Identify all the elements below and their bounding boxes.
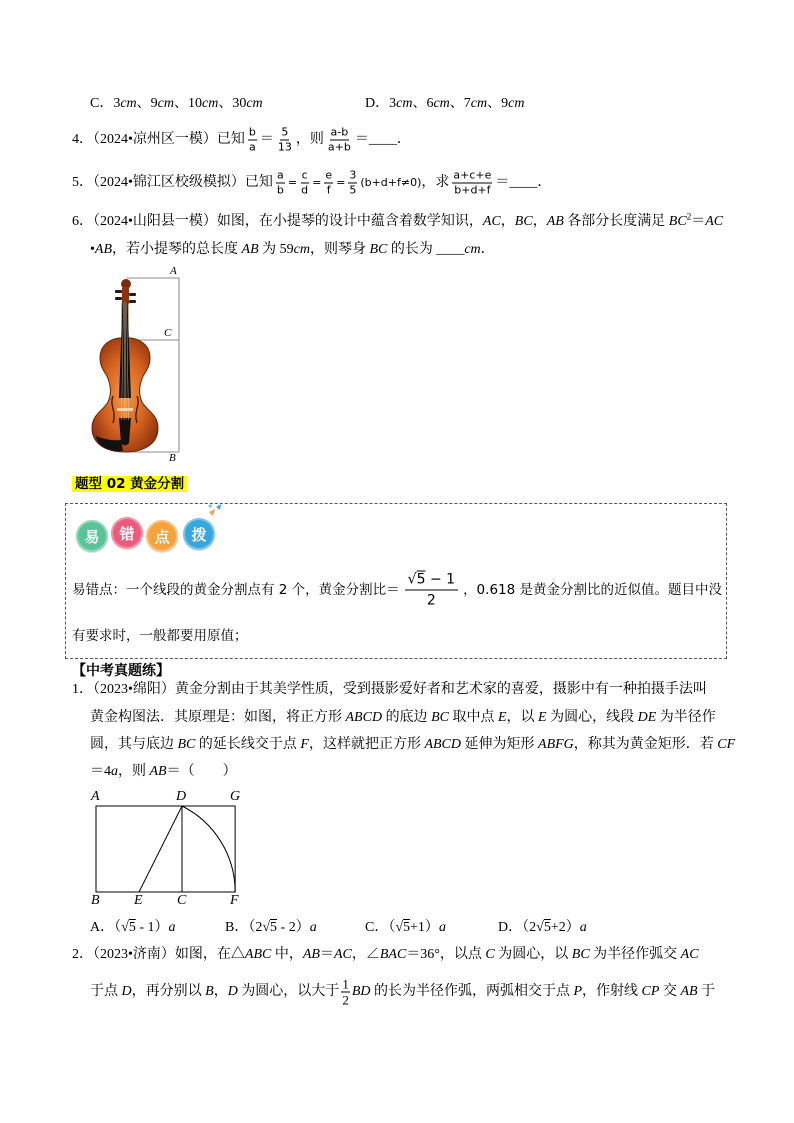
figure-label-b: B [91, 893, 100, 908]
fingerboard [119, 302, 131, 398]
violin-peg [129, 293, 136, 296]
text-run: 、30 [218, 96, 247, 111]
text-run: - 1） [135, 920, 169, 935]
math-variable: cm [157, 96, 174, 111]
question-3-option-c [90, 94, 263, 114]
math-variable: C [485, 947, 495, 962]
text-run: √ [262, 920, 271, 935]
violin-illustration [85, 262, 195, 467]
text-run: = [287, 176, 298, 190]
tip-badge-1: 易 [76, 520, 108, 552]
fraction-denominator: d [301, 183, 309, 197]
text-run: 取中点 [448, 710, 498, 725]
figure-label-f: F [230, 893, 239, 908]
math-variable: AB [546, 214, 564, 229]
math-variable: AC [482, 214, 501, 229]
question-1-stem-line-2 [90, 708, 716, 728]
math-variable: cm [433, 96, 450, 111]
answer-blank: ____ [509, 175, 538, 191]
fraction-denominator: a [249, 140, 256, 154]
math-variable: ABFG [538, 737, 574, 752]
question-1-stem-line-4 [90, 762, 237, 782]
text-run: 的长为半径作弧，两弧相交于点 [370, 984, 574, 1000]
text-run: 交 [659, 984, 681, 1000]
text-run: - 2） [277, 920, 310, 935]
superscript-exponent: 2 [686, 211, 692, 222]
math-variable: D [227, 984, 238, 1000]
text-run: ，这样就把正方形 [308, 737, 425, 752]
text-run: ，则 [118, 764, 150, 779]
fraction-numerator: e [325, 168, 333, 182]
violin-label-a: A [170, 265, 177, 277]
fraction-numerator: b [248, 125, 256, 139]
text-run: ， [213, 984, 228, 1000]
text-run: B．（2 [225, 920, 263, 935]
violin-peg [115, 290, 122, 293]
text-run: √ [395, 920, 404, 935]
text-run: 有要求时，一般都要用原值； [72, 628, 248, 644]
radicand: 5 [416, 571, 426, 588]
figure-label-g: G [230, 789, 241, 804]
text-run: +1） [410, 920, 439, 935]
text-run: 为半径作弧交 [589, 947, 681, 962]
violin-label-b: B [169, 452, 176, 464]
math-variable: F [300, 737, 309, 752]
tip-badge-4: 拨 [183, 518, 215, 550]
question-1-stem-line-3 [90, 735, 735, 755]
text-run: ，以 [506, 710, 539, 725]
fraction [300, 170, 309, 197]
math-variable: AC [333, 947, 352, 962]
fraction-denominator: 13 [277, 140, 292, 154]
fraction-denominator: 2 [426, 592, 436, 609]
text-run: 、10 [174, 96, 202, 111]
text-run: 的长为 [387, 242, 437, 257]
question-1-option-a [90, 918, 175, 938]
math-variable: a [438, 920, 446, 935]
rectangle-abfg [96, 806, 235, 892]
figure-label-d: D [176, 789, 187, 804]
math-variable: cm [246, 96, 263, 111]
fraction-denominator: a+b [327, 140, 351, 154]
text-run: − 1 [425, 571, 456, 588]
text-run: ＝ [354, 132, 369, 148]
sparkle-icon-orange [209, 509, 215, 516]
segment-de [139, 806, 182, 892]
text-run: 、9 [487, 96, 509, 111]
text-run: ， [532, 214, 547, 229]
math-variable: BC [369, 242, 388, 257]
math-variable: AB [680, 984, 698, 1000]
text-run: 延伸为矩形 [461, 737, 539, 752]
text-run: C．（ [365, 920, 396, 935]
text-run: 为 59 [258, 242, 294, 257]
radicand: 5 [403, 920, 411, 935]
practice-heading: 【中考真题练】 [72, 664, 170, 679]
math-variable: DE [637, 710, 657, 725]
math-variable: ABCD [345, 710, 383, 725]
math-variable: AB [241, 242, 259, 257]
text-run: 、6 [412, 96, 434, 111]
violin-bridge [117, 408, 133, 411]
question-1-stem-line-1 [72, 680, 707, 700]
text-run: √ [121, 920, 129, 935]
fraction-numerator [405, 571, 458, 591]
fraction [452, 170, 492, 197]
math-variable: BC [668, 214, 687, 229]
math-variable: P [573, 984, 583, 1000]
text-run: ，若小提琴的总长度 [112, 242, 242, 257]
text-run: 、9 [136, 96, 158, 111]
text-run: • [90, 242, 95, 257]
text-run: ． [396, 132, 411, 148]
text-run: ． [537, 175, 552, 191]
question-6-stem-line-2 [90, 240, 495, 260]
question-1-option-b [225, 918, 317, 938]
text-run: ． [480, 242, 495, 257]
sparkle-icon [205, 503, 223, 519]
text-run: √ [407, 571, 417, 588]
text-run: 6．（2024•山阳县一模）如图，在小提琴的设计中蕴含着数学知识， [72, 214, 483, 229]
text-run: 为圆心，以大于 [237, 984, 340, 1000]
math-variable: BAC [379, 947, 407, 962]
text-run: 1．（2023•绵阳）黄金分割由于其美学性质，受到摄影爱好者和艺术家的喜爱，摄影中有一种拍摄手法叫 [72, 682, 707, 697]
golden-rectangle-figure [90, 800, 242, 896]
text-run: 、7 [449, 96, 471, 111]
question-1-option-d [498, 918, 587, 938]
fraction-numerator: c [301, 168, 308, 182]
text-run: 的底边 [382, 710, 432, 725]
text-run: 的延长线交于点 [195, 737, 301, 752]
radicand: 5 [270, 920, 278, 935]
math-variable: AC [705, 214, 724, 229]
text-run: ，0.618 是黄金分割比的近似值。题目中没 [463, 582, 723, 598]
tip-text-line-2 [72, 626, 248, 646]
text-run: ， [500, 214, 515, 229]
math-variable: BC [177, 737, 196, 752]
section-heading-container [72, 475, 187, 495]
fraction-numerator: a-b [330, 125, 349, 139]
answer-blank: ____ [368, 132, 397, 148]
math-variable: CP [641, 984, 660, 1000]
text-run: 各部分长度满足 [563, 214, 669, 229]
tip-badge-2: 错 [111, 517, 143, 549]
text-run: D．3 [365, 96, 397, 111]
question-2-stem-line-2 [90, 978, 715, 1007]
text-run: 于 [697, 984, 716, 1000]
section-heading: 题型 02 黄金分割 [72, 476, 187, 492]
answer-blank: ____ [436, 242, 465, 257]
text-run: √ [536, 920, 544, 935]
math-variable: BC [431, 710, 449, 725]
fraction-denominator: 5 [349, 183, 357, 197]
figure-label-c: C [177, 893, 187, 908]
math-variable: E [497, 710, 507, 725]
math-variable: cm [508, 96, 525, 111]
violin-label-c: C [164, 327, 172, 339]
fraction-numerator: 5 [281, 125, 289, 139]
text-run: ，称其为黄金矩形．若 [573, 737, 718, 752]
question-1-option-c [365, 918, 446, 938]
math-variable: AC [680, 947, 699, 962]
figure-label-a: A [91, 789, 100, 804]
text-run: 中， [271, 947, 303, 962]
text-run: 易错点：一个线段的黄金分割点有 2 个，黄金分割比＝ [72, 582, 400, 598]
text-run: +2） [550, 920, 580, 935]
math-variable: cm [293, 242, 310, 257]
text-run: (b+d+f≠0) [360, 176, 422, 190]
sparkle-icon-green [208, 504, 212, 508]
fraction-denominator: b+d+f [454, 183, 491, 197]
figure-label-e: E [134, 893, 143, 908]
math-variable: D [121, 984, 132, 1000]
math-variable: E [538, 710, 547, 725]
fraction-numerator: 3 [349, 168, 357, 182]
fraction [405, 571, 458, 610]
math-variable: AB [149, 764, 167, 779]
text-run: 为圆心，线段 [546, 710, 638, 725]
math-variable: cm [464, 242, 481, 257]
fraction [276, 170, 285, 197]
math-variable: BC [571, 947, 590, 962]
math-variable: B [205, 984, 214, 1000]
fraction-numerator: a [277, 168, 284, 182]
text-run: ，则 [295, 132, 324, 148]
text-run: 为圆心，以 [494, 947, 572, 962]
text-run: 黄金构图法．其原理是：如图，将正方形 [90, 710, 346, 725]
text-run: 2．（2023•济南）如图，在△ [72, 947, 245, 962]
fraction [348, 170, 357, 197]
text-run: ，作射线 [582, 984, 642, 1000]
fraction-denominator: 2 [342, 992, 349, 1008]
math-variable: AB [302, 947, 320, 962]
text-run: ，则琴身 [309, 242, 370, 257]
text-run: ，再分别以 [131, 984, 206, 1000]
question-6-stem-line-1 [72, 212, 723, 232]
question-2-stem-line-1 [72, 945, 699, 965]
radicand: 5 [543, 920, 551, 935]
math-variable: ABC [244, 947, 272, 962]
text-run: D．（2 [498, 920, 537, 935]
text-run: 于点 [90, 984, 122, 1000]
text-run: ＝ [259, 132, 274, 148]
text-run: = [312, 176, 322, 190]
fraction-numerator: a+c+e [453, 168, 492, 182]
fraction [324, 170, 333, 197]
violin-peg [115, 297, 122, 300]
text-run: ，求 [421, 175, 450, 191]
math-variable: AB [94, 242, 113, 257]
text-run: = [336, 176, 346, 190]
math-variable: BD [351, 984, 371, 1000]
fraction [327, 127, 352, 154]
text-run: 为半径作 [656, 710, 716, 725]
arc-df [182, 806, 235, 892]
math-variable: a [168, 920, 176, 935]
text-run: C．3 [90, 96, 121, 111]
violin-peg [129, 300, 136, 303]
tip-badge-3: 点 [146, 520, 178, 552]
text-run: 4．（2024•凉州区一模）已知 [72, 132, 245, 148]
text-run: ＝ [691, 214, 706, 229]
text-run: ＝ [319, 947, 334, 962]
fraction [341, 978, 350, 1007]
tip-text-line-1 [72, 571, 722, 610]
math-variable: cm [120, 96, 137, 111]
fraction-denominator: b [276, 183, 284, 197]
question-4-stem [72, 127, 411, 154]
text-run: 圆，其与底边 [90, 737, 178, 752]
math-variable: cm [202, 96, 219, 111]
fraction [277, 127, 293, 154]
sparkle-icon-teal [216, 504, 221, 510]
math-variable: a [111, 764, 118, 779]
math-variable: ABCD [424, 737, 462, 752]
text-run: ＝ [495, 175, 510, 191]
math-variable: cm [470, 96, 488, 111]
text-run: A．（ [90, 920, 122, 935]
fraction-denominator: f [326, 183, 331, 197]
radicand: 5 [128, 920, 136, 935]
text-run: 5．（2024•锦江区校级模拟）已知 [72, 175, 273, 191]
question-5-stem [72, 170, 551, 197]
math-variable: BC [514, 214, 533, 229]
fraction-numerator: 1 [342, 976, 349, 992]
text-run: ＝36°，以点 [406, 947, 486, 962]
fraction [248, 127, 257, 154]
text-run: ＝（ ） [166, 764, 237, 779]
math-variable: CF [717, 737, 736, 752]
text-run: ，∠ [351, 947, 380, 962]
text-run: ＝4 [90, 764, 111, 779]
math-variable: a [579, 920, 587, 935]
math-variable: a [309, 920, 317, 935]
math-variable: cm [396, 96, 413, 111]
question-3-option-d [365, 94, 524, 114]
